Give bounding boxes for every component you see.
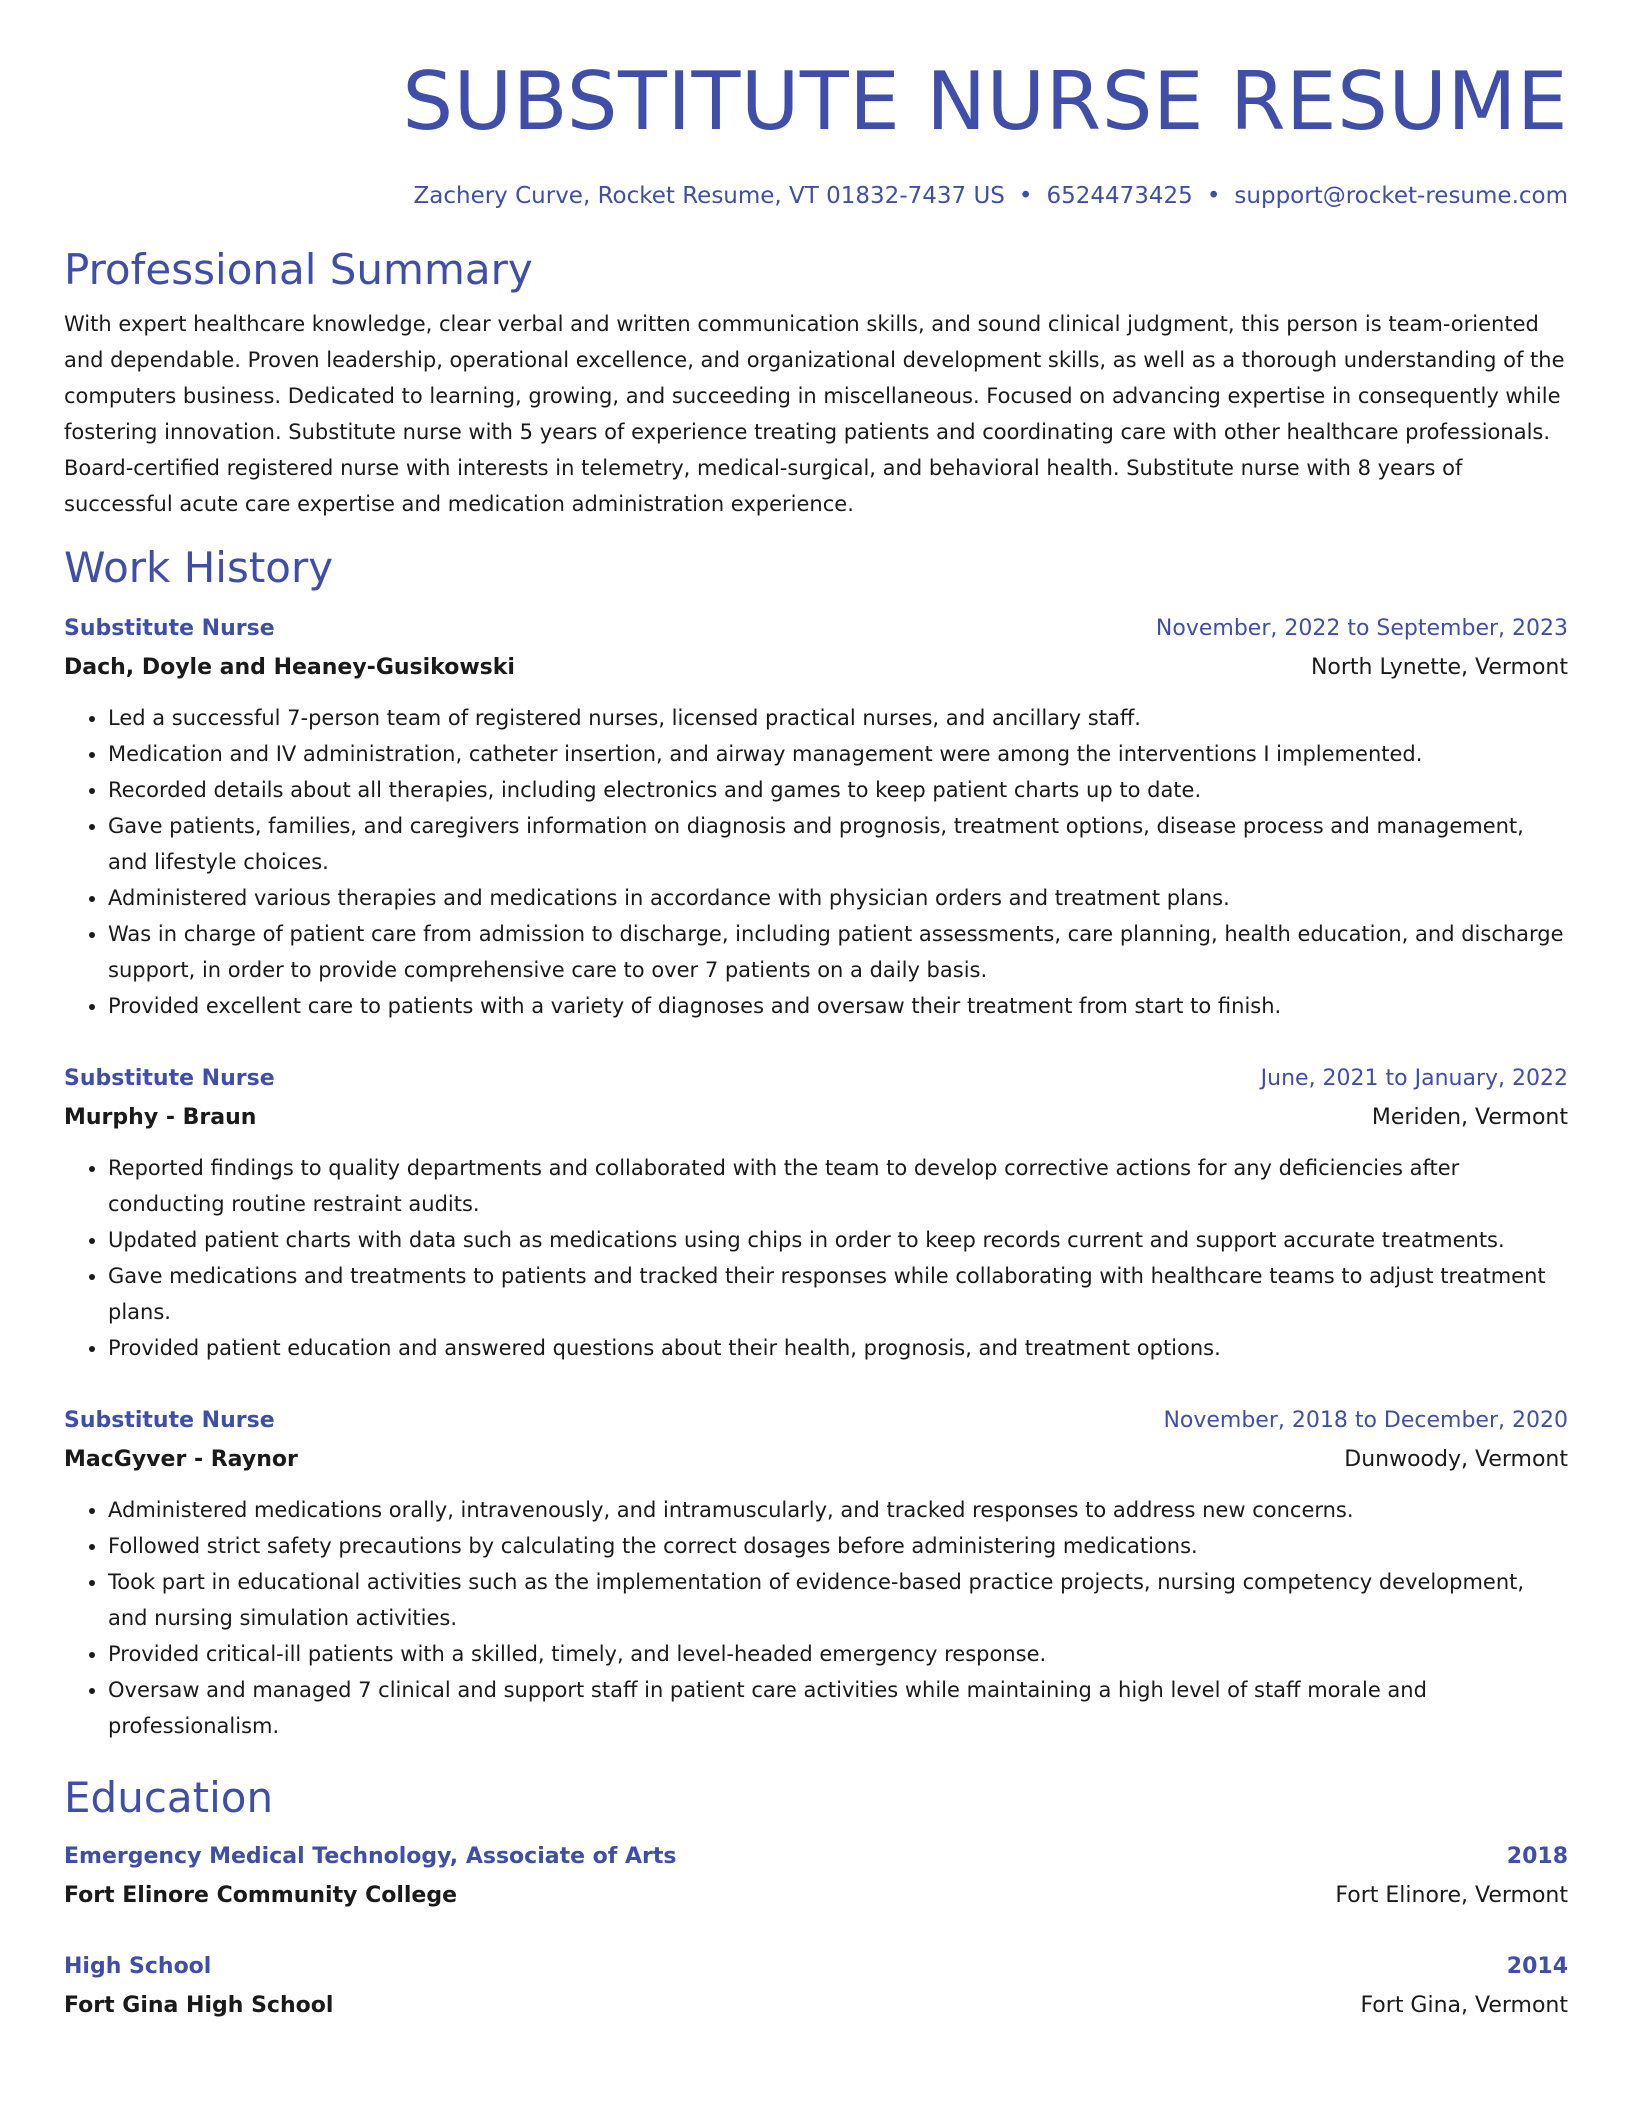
- education-header: [64, 1838, 1568, 1876]
- job-entry: [64, 1402, 1568, 1744]
- job-dates: June, 2021 to January, 2022: [1260, 1066, 1568, 1091]
- duty-item: • Led a successful 7-person team of registered nurses, licensed practical nurses, and ancillary staff.: [108, 700, 1568, 736]
- job-duties: [64, 700, 1568, 1024]
- job-location: Meriden, Vermont: [1371, 1105, 1568, 1130]
- duty-item: • Administered medications orally, intravenously, and intramuscularly, and tracked responses to address new concerns.: [108, 1492, 1568, 1528]
- duty-item: • Recorded details about all therapies, including electronics and games to keep patient charts up to date.: [108, 772, 1568, 808]
- education-school: Fort Elinore Community College: [64, 1883, 458, 1908]
- duty-item: • Followed strict safety precautions by calculating the correct dosages before administering medications.: [108, 1528, 1568, 1564]
- duty-item: • Reported findings to quality departments and collaborated with the team to develop corrective actions for any deficiencies after conducting routine restraint audits.: [108, 1150, 1568, 1222]
- job-employer: [64, 1440, 1568, 1480]
- duty-item: • Provided critical-ill patients with a skilled, timely, and level-headed emergency response.: [108, 1636, 1568, 1672]
- duty-item: • Administered various therapies and medications in accordance with physician orders and treatment plans.: [108, 880, 1568, 916]
- job-dates: November, 2022 to September, 2023: [1155, 616, 1568, 641]
- duty-item: • Provided patient education and answered questions about their health, prognosis, and treatment options.: [108, 1330, 1568, 1366]
- job-duties: [64, 1492, 1568, 1744]
- duty-item: • Was in charge of patient care from admission to discharge, including patient assessments, care planning, health education, and discharge support, in order to provide comprehensive care to over 7 patients on a daily basis.: [108, 916, 1568, 988]
- job-location: Dunwoody, Vermont: [1344, 1447, 1568, 1472]
- education-institution: [64, 1986, 1568, 2026]
- job-dates: November, 2018 to December, 2020: [1163, 1408, 1568, 1433]
- job-duties: [64, 1150, 1568, 1366]
- contact-address: Zachery Curve, Rocket Resume, VT 01832-7437 US: [413, 183, 1005, 209]
- job-header: [64, 610, 1568, 648]
- duty-item: • Took part in educational activities such as the implementation of evidence-based practice projects, nursing competency development, and nursing simulation activities.: [108, 1564, 1568, 1636]
- education-location: Fort Elinore, Vermont: [1335, 1883, 1568, 1908]
- duty-item: • Oversaw and managed 7 clinical and support staff in patient care activities while maintaining a high level of staff morale and professionalism.: [108, 1672, 1568, 1744]
- education-entry: [64, 1838, 1568, 1916]
- education-location: Fort Gina, Vermont: [1360, 1993, 1568, 2018]
- education-institution: [64, 1876, 1568, 1916]
- education-year: 2014: [1506, 1954, 1568, 1979]
- job-role: Substitute Nurse: [64, 616, 275, 641]
- resume-title: SUBSTITUTE NURSE RESUME: [402, 55, 1568, 148]
- summary-heading: Professional Summary: [64, 245, 533, 294]
- summary-text: With expert healthcare knowledge, clear verbal and written communication skills, and sound clinical judgment, this person is team-oriented and dependable. Proven leadership, operational excellence, and organizational development skills, as well as a thorough understanding of the computers business. Dedicated to learning, growing, and succeeding in miscellaneous. Focused on advancing expertise in consequently while fostering innovation. Substitute nurse with 5 years of experience treating patients and coordinating care with other healthcare professionals. Board-certified registered nurse with interests in telemetry, medical-surgical, and behavioral health. Substitute nurse with 8 years of successful acute care expertise and medication administration experience.: [64, 312, 1565, 516]
- job-employer: [64, 648, 1568, 688]
- education-degree: High School: [64, 1954, 212, 1979]
- education-header: [64, 1948, 1568, 1986]
- duty-item: • Gave medications and treatments to patients and tracked their responses while collaborating with healthcare teams to adjust treatment plans.: [108, 1258, 1568, 1330]
- contact-separator: •: [1018, 183, 1033, 209]
- job-entry: [64, 610, 1568, 1024]
- job-company: MacGyver - Raynor: [64, 1447, 298, 1472]
- job-employer: [64, 1098, 1568, 1138]
- duty-item: • Provided excellent care to patients with a variety of diagnoses and oversaw their treatment from start to finish.: [108, 988, 1568, 1024]
- duty-item: • Gave patients, families, and caregivers information on diagnosis and prognosis, treatment options, disease process and management, and lifestyle choices.: [108, 808, 1568, 880]
- duty-item: • Updated patient charts with data such as medications using chips in order to keep records current and support accurate treatments.: [108, 1222, 1568, 1258]
- work-history-heading: Work History: [64, 543, 334, 592]
- duty-item: • Medication and IV administration, catheter insertion, and airway management were among the interventions I implemented.: [108, 736, 1568, 772]
- education-entry: [64, 1948, 1568, 2026]
- job-location: North Lynette, Vermont: [1310, 655, 1568, 680]
- job-role: Substitute Nurse: [64, 1066, 275, 1091]
- job-role: Substitute Nurse: [64, 1408, 275, 1433]
- job-header: [64, 1060, 1568, 1098]
- job-header: [64, 1402, 1568, 1440]
- job-company: Dach, Doyle and Heaney-Gusikowski: [64, 655, 515, 680]
- contact-email: support@rocket-resume.com: [1234, 183, 1568, 209]
- education-school: Fort Gina High School: [64, 1993, 334, 2018]
- job-entry: [64, 1060, 1568, 1366]
- contact-line: [64, 180, 1568, 212]
- education-heading: Education: [64, 1773, 274, 1822]
- education-degree: Emergency Medical Technology, Associate of Arts: [64, 1844, 677, 1869]
- contact-phone: 6524473425: [1046, 183, 1193, 209]
- education-year: 2018: [1506, 1844, 1568, 1869]
- job-company: Murphy - Braun: [64, 1105, 257, 1130]
- contact-separator: •: [1206, 183, 1221, 209]
